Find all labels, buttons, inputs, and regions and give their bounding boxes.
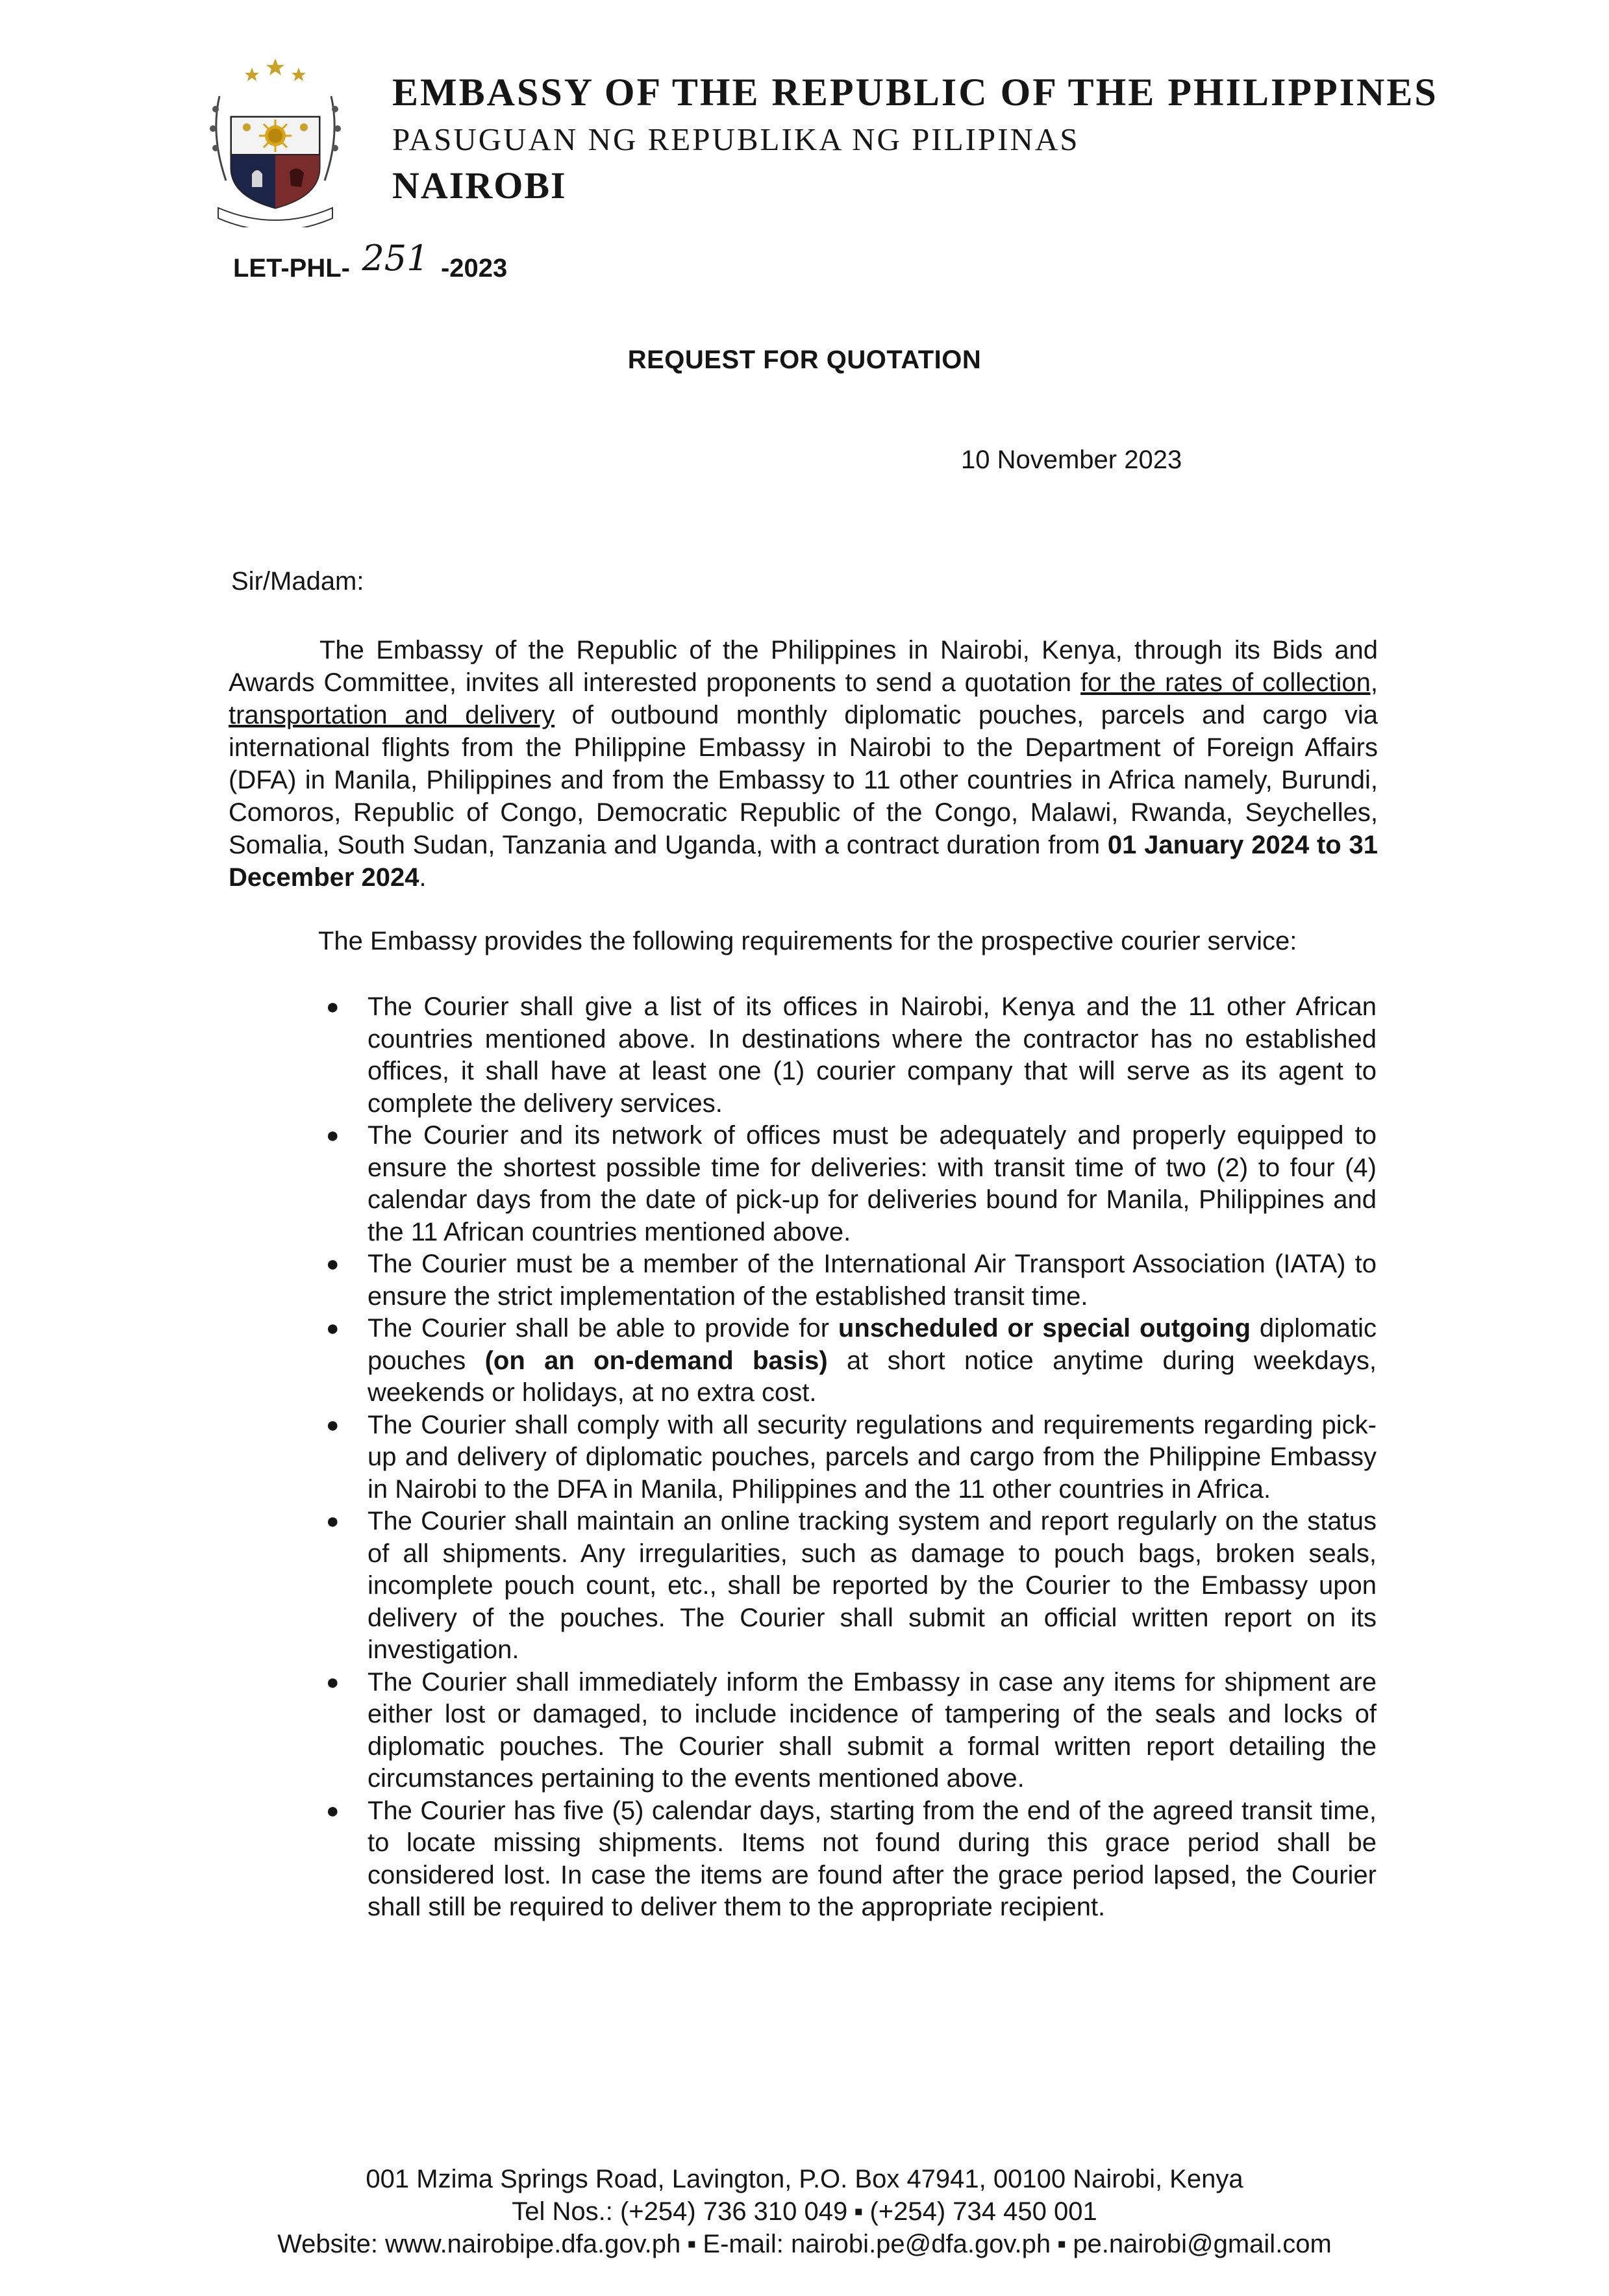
intro-text-part1: The Embassy of the Republic of the Philippines in Nairobi, Kenya, through its Bids and Awards Committee, invites all interested proponents to send a quotation (229, 636, 1378, 697)
website-label: Website: (277, 2230, 386, 2258)
footer-address: 001 Mzima Springs Road, Lavington, P.O. Box 47941, 00100 Nairobi, Kenya (366, 2165, 1243, 2193)
footer-contacts (0, 2228, 1609, 2260)
list-item-bold-text: (on an on-demand basis) (484, 1346, 828, 1375)
list-item-text: The Courier shall maintain an online tracking system and report regularly on the status of all shipments. Any irregularities, such as damage to pouch bags, broken seals, incomplete pouch count, etc., shall be reported by the Courier to the Embassy upon delivery of the pouches. The Courier shall submit an official written report on its investigation. (368, 1507, 1377, 1664)
list-item-text: The Courier and its network of offices must be adequately and properly equipped to ensure the shortest possible time for deliveries: with transit time of two (2) to four (4) calendar days from the date of pick-up for deliveries bound for Manila, Philippines and the 11 African countries mentioned above. (368, 1121, 1377, 1246)
requirements-intro: The Embassy provides the following requirements for the prospective courier service: (318, 927, 1297, 955)
reference-number (233, 238, 508, 285)
bullet-icon: ● (326, 1798, 340, 1823)
reference-suffix: -2023 (440, 254, 508, 283)
separator-icon: ▪ (687, 2230, 697, 2258)
bullet-icon: ● (326, 1669, 340, 1695)
list-item-text: The Courier shall comply with all security regulations and requirements regarding pick-up and delivery of diplomatic pouches, parcels and cargo from the Philippine Embassy in Nairobi to the DFA in Manila, Philippines and the 11 other countries in Africa. (368, 1410, 1377, 1504)
intro-text-part2: of outbound monthly diplomatic pouches, parcels and cargo via international flights from the Philippine Embassy in Nairobi to the Department of Foreign Affairs (DFA) in Manila, Philippines and from the Embassy to 11 other countries in Africa namely, Burundi, Comoros, Republic of Congo, Democratic Republic of the Congo, Malawi, Rwanda, Seychelles, Somalia, South Sudan, Tanzania and Uganda, with a contract duration from (229, 701, 1378, 859)
bullet-icon: ● (326, 1123, 340, 1148)
list-item (318, 1248, 1377, 1313)
list-item (318, 1120, 1377, 1248)
requirements-list (318, 991, 1377, 1924)
intro-underlined-text: for the rates of collection, transportation and delivery (229, 668, 1378, 729)
letter-date: 10 November 2023 (961, 446, 1182, 474)
bullet-icon: ● (326, 1412, 340, 1437)
philippine-seal-icon (206, 57, 344, 227)
separator-icon: ▪ (1057, 2230, 1067, 2258)
list-item (318, 1313, 1377, 1409)
list-item-text: diplomatic pouches (368, 1314, 1377, 1375)
list-item-text: The Courier must be a member of the International Air Transport Association (IATA) to ensure the strict implementation of the established transit time. (368, 1250, 1377, 1311)
tel-number-2: (+254) 734 450 001 (869, 2197, 1097, 2226)
bullet-icon: ● (326, 1509, 340, 1533)
bullet-icon: ● (326, 1252, 340, 1276)
tel-number-1: (+254) 736 310 049 (619, 2197, 848, 2226)
bullet-icon: ● (326, 994, 340, 1019)
reference-prefix: LET-PHL- (233, 254, 350, 283)
salutation: Sir/Madam: (231, 567, 364, 596)
list-item (318, 1409, 1377, 1506)
email-link-2[interactable]: pe.nairobi@gmail.com (1073, 2230, 1332, 2258)
reference-handwritten-number: 251 (362, 238, 429, 279)
document-title: REQUEST FOR QUOTATION (627, 346, 982, 374)
email-label: E-mail: (703, 2230, 791, 2258)
list-item (318, 1795, 1377, 1924)
list-item (318, 991, 1377, 1120)
website-link[interactable]: www.nairobipe.dfa.gov.ph (385, 2230, 681, 2258)
list-item-text: at short notice anytime during weekdays, weekends or holidays, at no extra cost. (368, 1346, 1377, 1407)
list-item-text: The Courier shall immediately inform the Embassy in case any items for shipment are either lost or damaged, to include incidence of tampering of the seals and locks of diplomatic pouches. The Courier shall submit a formal written report detailing the circumstances pertaining to the events mentioned above. (368, 1667, 1377, 1793)
tel-label: Tel Nos.: (512, 2197, 620, 2226)
intro-paragraph (229, 634, 1378, 894)
embassy-title-en: EMBASSY OF THE REPUBLIC OF THE PHILIPPINES (392, 71, 1438, 114)
list-item (318, 1506, 1377, 1667)
list-item-text: The Courier has five (5) calendar days, starting from the end of the agreed transit time, to locate missing shipments. Items not found during this grace period shall be considered lost. In case the items are found after the grace period lapsed, the Courier shall still be required to deliver them to the appropriate recipient. (368, 1796, 1377, 1921)
separator-icon: ▪ (854, 2197, 864, 2226)
intro-text-end: . (419, 863, 427, 892)
email-link-1[interactable]: nairobi.pe@dfa.gov.ph (790, 2230, 1051, 2258)
list-item-text: The Courier shall be able to provide for (368, 1314, 838, 1343)
embassy-title-fil: PASUGUAN NG REPUBLIKA NG PILIPINAS (392, 121, 1080, 157)
footer-telephone (0, 2195, 1609, 2228)
embassy-city: NAIROBI (392, 164, 567, 207)
list-item-bold-text: unscheduled or special outgoing (838, 1314, 1251, 1343)
list-item (318, 1667, 1377, 1795)
bullet-icon: ● (326, 1316, 340, 1341)
contract-duration: 01 January 2024 to 31 December 2024 (229, 831, 1378, 892)
list-item-text: The Courier shall give a list of its offices in Nairobi, Kenya and the 11 other African countries mentioned above. In destinations where the contractor has no established offices, it shall have at least one (1) courier company that will serve as its agent to complete the delivery services. (368, 992, 1377, 1118)
